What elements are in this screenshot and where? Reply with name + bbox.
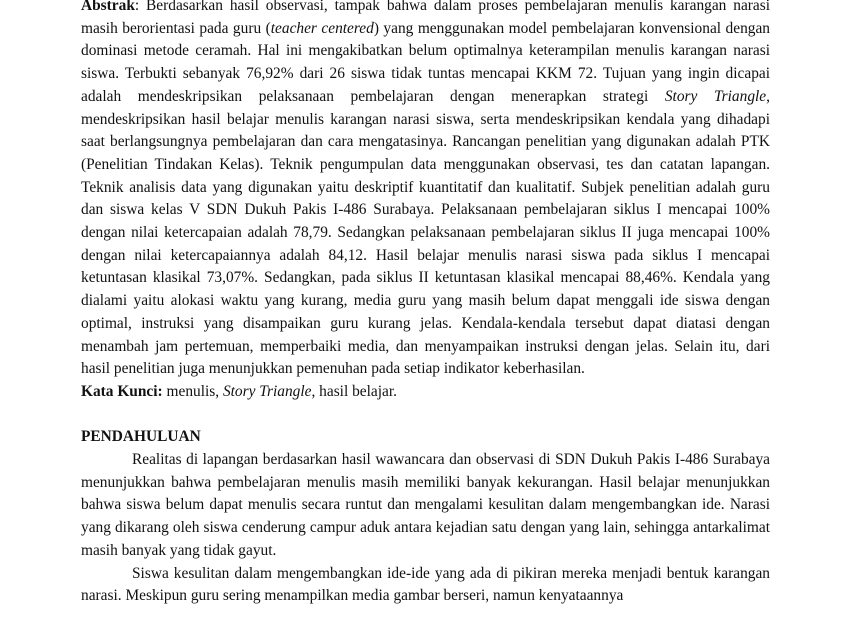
abstract-paragraph: [81, 0, 770, 381]
abstract-label: Abstrak: [81, 0, 135, 14]
abstract-text: ) yang menggunakan model pembelajaran konvensional dengan dominasi metode ceramah. Hal ini mengakibatkan belum optimalnya keterampilan menulis karangan narasi siswa. Terbukti sebanyak 76,92% dari 26 siswa tidak tuntas mencapai KKM 72. Tujuan yang ingin dicapai adalah mendeskripsikan pelaksanaan pembelajaran dengan menerapkan strategi: [81, 19, 770, 105]
intro-paragraph-1: Realitas di lapangan berdasarkan hasil wawancara dan observasi di SDN Dukuh Pakis I-486 Surabaya menunjukkan bahwa pembelajaran menulis masih memiliki banyak kekurangan. Hasil belajar menunjukkan bahwa siswa belum dapat menulis secara runtut dan mengalami kesulitan dalam mengembangkan ide. Narasi yang dikarang oleh siswa cenderung campur aduk antara kejadian satu dengan yang lain, sehingga antarkalimat masih banyak yang tidak gayut.: [81, 451, 770, 559]
abstract-italic-term: teacher centered: [270, 19, 374, 37]
section-heading: PENDAHULUAN: [81, 428, 201, 446]
keywords-text: menulis,: [162, 382, 223, 400]
section-gap: [81, 404, 770, 427]
abstract-italic-term: Story Triangle: [664, 87, 767, 105]
abstract-text: : Berdasarkan hasil observasi, tampak bahwa dalam proses pembelajaran menulis karangan narasi masih berorientasi pada guru (: [81, 0, 770, 37]
keywords-line: [81, 381, 770, 404]
keywords-label: Kata Kunci:: [81, 382, 163, 400]
intro-paragraph-2: Siswa kesulitan dalam mengembangkan ide-ide yang ada di pikiran mereka menjadi bentuk karangan narasi. Meskipun guru sering menampilkan media gambar berseri, namun kenyataannya: [81, 564, 770, 605]
keywords-italic-term: Story Triangle: [222, 382, 312, 400]
paper-page: [81, 0, 770, 608]
keywords-text: , hasil belajar.: [311, 382, 397, 400]
abstract-text: , mendeskripsikan hasil belajar menulis karangan narasi siswa, serta mendeskripsikan kendala yang dihadapi saat berlangsungnya pembelajaran dan cara mengatasinya. Rancangan penelitian yang digunakan adalah PTK (Penelitian Tindakan Kelas). Teknik pengumpulan data menggunakan observasi, tes dan catatan lapangan. Teknik analisis data yang digunakan yaitu deskriptif kuantitatif dan kualitatif. Subjek penelitian adalah guru dan siswa kelas V SDN Dukuh Pakis I-486 Surabaya. Pelaksanaan pembelajaran siklus I mencapai 100% dengan nilai ketercapaian adalah 78,79. Sedangkan pelaksanaan pembelajaran siklus II juga mencapai 100% dengan nilai ketercapaiannya adalah 84,12. Hasil belajar menulis narasi siswa pada siklus I mencapai ketuntasan klasikal 73,07%. Sedangkan, pada siklus II ketuntasan klasikal mencapai 88,46%. Kendala yang dialami yaitu alokasi waktu yang kurang, media guru yang masih belum dapat menggali ide siswa dengan optimal, instruksi yang disampaikan guru kurang jelas. Kendala-kendala tersebut dapat diatasi dengan menambah jam pertemuan, memperbaiki media, dan menyampaikan instruksi dengan jelas. Selain itu, dari hasil penelitian juga menunjukkan pemenuhan pada setiap indikator keberhasilan.: [81, 87, 770, 378]
